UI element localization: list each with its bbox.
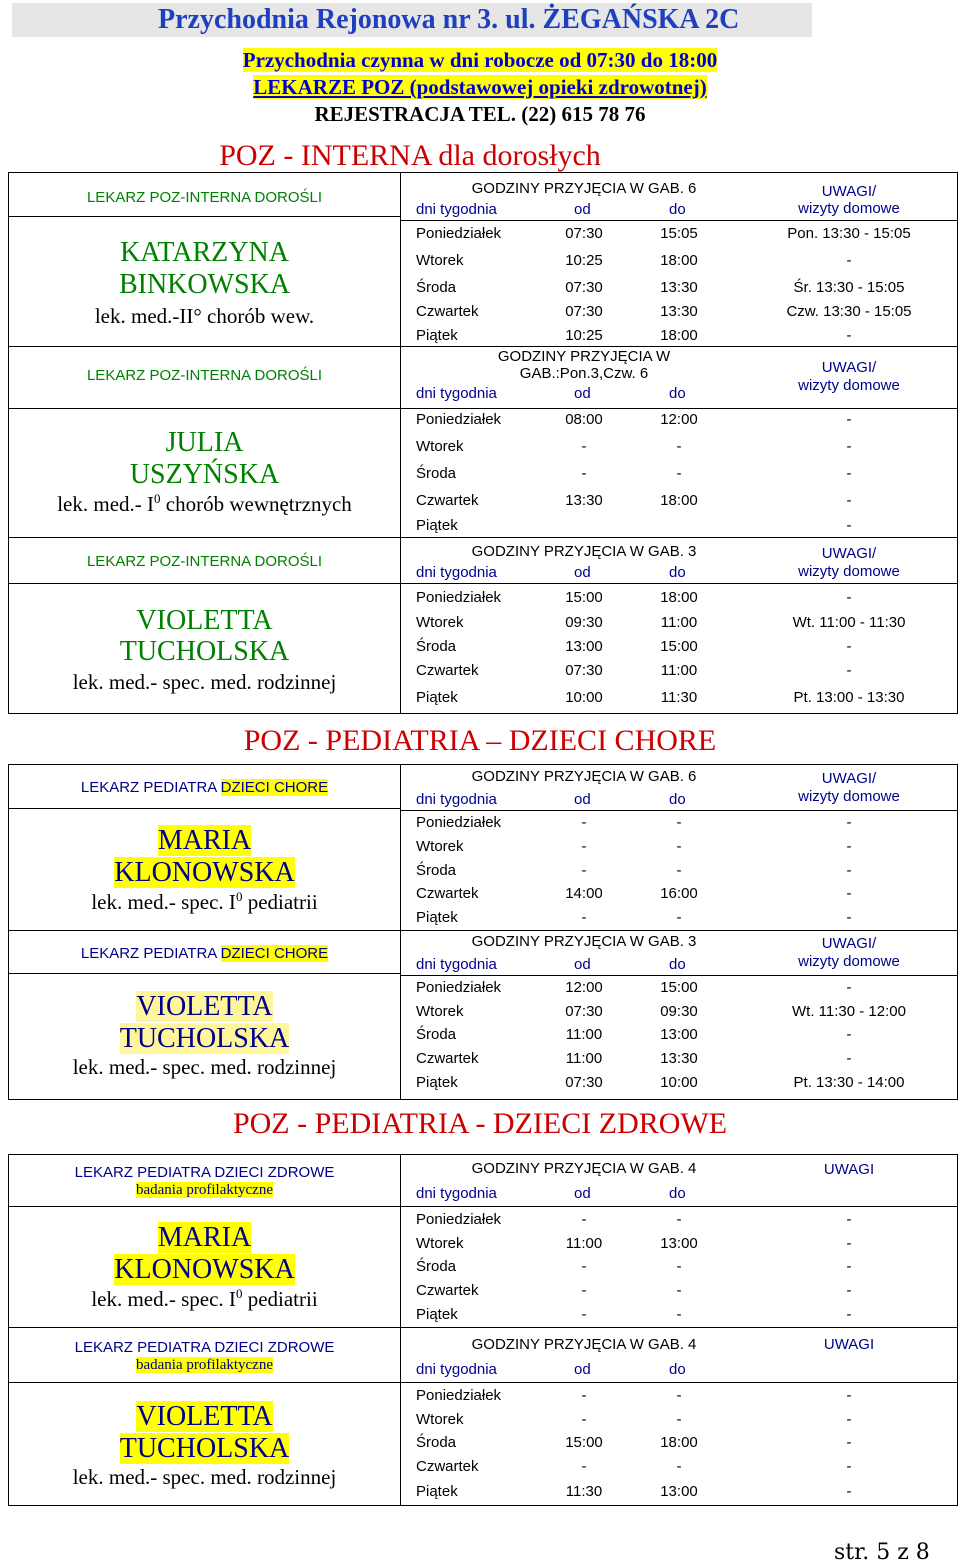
doctor-role-label: LEKARZ PEDIATRA DZIECI ZDROWE — [74, 1164, 335, 1181]
col-wizyty: wizyty domowe — [798, 200, 900, 217]
doctor-first-name: VIOLETTA — [136, 991, 273, 1022]
doctor-first-name: VIOLETTA — [136, 1401, 273, 1432]
col-days: dni tygodnia — [416, 201, 497, 218]
section-pediatria-chore: POZ - PEDIATRIA – DZIECI CHORE — [243, 724, 717, 757]
doctor-role-label: LEKARZ POZ-INTERNA DOROŚLI — [86, 367, 323, 384]
doctor-first-name: MARIA — [157, 825, 252, 856]
doctor-first-name: MARIA — [157, 1222, 252, 1253]
opening-hours: Przychodnia czynna w dni robocze od 07:30 do 18:00 — [242, 48, 718, 72]
clinic-title-bar — [12, 3, 812, 37]
section-interna: POZ - INTERNA dla dorosłych — [219, 139, 601, 172]
doctor-last-name: KLONOWSKA — [114, 857, 295, 888]
col-od: od — [574, 1185, 591, 1202]
gab-header: GODZINY PRZYJĘCIA W GAB. 6 — [471, 180, 697, 197]
col-days: dni tygodnia — [416, 564, 497, 581]
doctor-title: lek. med.- spec. med. rodzinnej — [72, 1055, 337, 1079]
doctor-role-label: LEKARZ PEDIATRA DZIECI CHORE — [80, 945, 329, 962]
badania-label: badania profilaktyczne — [135, 1357, 273, 1373]
gab-header: GODZINY PRZYJĘCIA W GAB. 4 — [471, 1160, 697, 1177]
gab-header: GODZINY PRZYJĘCIA W GAB. 4 — [471, 1336, 697, 1353]
gab-header: GODZINY PRZYJĘCIA W GAB. 6 — [471, 768, 697, 785]
col-days: dni tygodnia — [416, 791, 497, 808]
doctor-title: lek. med.- spec. med. rodzinnej — [72, 670, 337, 694]
col-do: do — [669, 791, 686, 808]
doctor-title: lek. med.- spec. $I^0$ pediatrii — [91, 889, 318, 914]
col-uwagi: UWAGI/ — [821, 545, 877, 562]
doctor-role-label: LEKARZ POZ-INTERNA DOROŚLI — [86, 553, 323, 570]
doctor-role-label: LEKARZ POZ-INTERNA DOROŚLI — [86, 189, 323, 206]
doctor-last-name: BINKOWSKA — [118, 269, 291, 300]
col-do: do — [669, 385, 686, 402]
col-od: od — [574, 791, 591, 808]
col-od: od — [574, 385, 591, 402]
col-od: od — [574, 201, 591, 218]
registration-phone: REJESTRACJA TEL. (22) 615 78 76 — [314, 102, 646, 126]
col-uwagi: UWAGI/ — [821, 770, 877, 787]
col-wizyty: wizyty domowe — [798, 788, 900, 805]
col-days: dni tygodnia — [416, 1361, 497, 1378]
doctor-title: lek. med.- $I^0$ chorób wewnętrznych — [57, 491, 352, 516]
poz-doctors-heading: LEKARZE POZ (podstawowej opieki zdrowotnej) — [253, 75, 707, 99]
col-wizyty: wizyty domowe — [798, 563, 900, 580]
doctor-title: lek. med.- spec. med. rodzinnej — [72, 1465, 337, 1489]
doctor-title: lek. med.- spec. $I^0$ pediatrii — [91, 1286, 318, 1311]
col-uwagi: UWAGI/ — [821, 183, 877, 200]
gab-header: GODZINY PRZYJĘCIA W GAB. 3 — [471, 933, 697, 950]
col-do: do — [669, 201, 686, 218]
doctor-first-name: VIOLETTA — [136, 605, 273, 636]
col-od: od — [574, 956, 591, 973]
clinic-title: Przychodnia Rejonowa nr 3. ul. ŻEGAŃSKA 2C — [158, 4, 740, 35]
col-uwagi: UWAGI — [823, 1161, 875, 1178]
pediatria-zdrowe-block: LEKARZ PEDIATRA DZIECI ZDROWE badania profilaktyczne MARIA KLONOWSKA lek. med.- spec. $I^0$ pediatrii GODZINY PRZYJĘCIA W GAB. 4 dni tygodnia od do UWAGI Poniedziałek - - - Wtorek 11:00 13:00 - Środa - - - Czwartek - - - Piątek - - - LEKARZ PEDIATRA DZIECI ZDROWE badania profilaktyczne VIOLETTA TUCHOLSKA lek. med.- spec. med. rodzinnej GODZINY PRZYJĘCIA W GAB. 4 dni tygodnia od do UWAGI Poniedziałek - - - Wtorek - - - Środa 15:00 18:00 - Czwartek - - - Piątek 11:30 13:00 - — [8, 1154, 958, 1506]
page-number: str. 5 z 8 — [834, 1540, 930, 1565]
col-do: do — [669, 564, 686, 581]
col-wizyty: wizyty domowe — [798, 377, 900, 394]
doctor-role-label: LEKARZ PEDIATRA DZIECI CHORE — [80, 779, 329, 796]
pediatria-chore-block: LEKARZ PEDIATRA DZIECI CHORE MARIA KLONOWSKA lek. med.- spec. $I^0$ pediatrii GODZINY PRZYJĘCIA W GAB. 6 dni tygodnia od do UWAGI/ wizyty domowe Poniedziałek - - - Wtorek - - - Środa - - - Czwartek 14:00 16:00 - Piątek - - - LEKARZ PEDIATRA DZIECI CHORE VIOLETTA TUCHOLSKA lek. med.- spec. med. rodzinnej GODZINY PRZYJĘCIA W GAB. 3 dni tygodnia od do UWAGI/ wizyty domowe Poniedziałek 12:00 15:00 - Wtorek 07:30 09:30 Wt. 11:30 - 12:00 Środa 11:00 13:00 - Czwartek 11:00 13:30 - Piątek 07:30 10:00 Pt. 13:30 - 14:00 — [8, 764, 958, 1100]
col-uwagi: UWAGI/ — [821, 359, 877, 376]
doctor-last-name: TUCHOLSKA — [119, 636, 290, 667]
doctor-first-name: KATARZYNA — [120, 237, 289, 268]
col-uwagi: UWAGI/ — [821, 935, 877, 952]
doctor-last-name: TUCHOLSKA — [119, 1433, 290, 1464]
col-wizyty: wizyty domowe — [798, 953, 900, 970]
col-do: do — [669, 1361, 686, 1378]
col-do: do — [669, 1185, 686, 1202]
col-days: dni tygodnia — [416, 1185, 497, 1202]
col-od: od — [574, 1361, 591, 1378]
gab-header: GODZINY PRZYJĘCIA W GAB.:Pon.3,Czw. 6 — [497, 348, 671, 382]
col-uwagi: UWAGI — [823, 1336, 875, 1353]
section-pediatria-zdrowe: POZ - PEDIATRIA - DZIECI ZDROWE — [232, 1107, 728, 1140]
doctor-last-name: USZYŃSKA — [129, 459, 280, 490]
col-do: do — [669, 956, 686, 973]
doctor-first-name: JULIA — [165, 427, 244, 458]
doctor-role-label: LEKARZ PEDIATRA DZIECI ZDROWE — [74, 1339, 335, 1356]
badania-label: badania profilaktyczne — [135, 1182, 273, 1198]
doctor-title: lek. med.-II° chorób wew. — [94, 304, 315, 328]
col-days: dni tygodnia — [416, 385, 497, 402]
interna-block: LEKARZ POZ-INTERNA DOROŚLI KATARZYNA BINKOWSKA lek. med.-II° chorób wew. GODZINY PRZYJĘCIA W GAB. 6 dni tygodnia od do UWAGI/ wizyty domowe Poniedziałek 07:30 15:05 Pon. 13:30 - 15:05 Wtorek 10:25 18:00 - Środa 07:30 13:30 Śr. 13:30 - 15:05 Czwartek 07:30 13:30 Czw. 13:30 - 15:05 Piątek 10:25 18:00 - LEKARZ POZ-INTERNA DOROŚLI JULIA USZYŃSKA lek. med.- $I^0$ chorób wewnętrznych GODZINY PRZYJĘCIA W GAB.:Pon.3,Czw. 6 dni tygodnia od do UWAGI/ wizyty domowe Poniedziałek 08:00 12:00 - Wtorek - - - Środa - - - Czwartek 13:30 18:00 - Piątek - LEKARZ POZ-INTERNA DOROŚLI VIOLETTA TUCHOLSKA lek. med.- spec. med. rodzinnej GODZINY PRZYJĘCIA W GAB. 3 dni tygodnia od do UWAGI/ wizyty domowe Poniedziałek 15:00 18:00 - Wtorek 09:30 11:00 Wt. 11:00 - 11:30 Środa 13:00 15:00 - Czwartek 07:30 11:00 - Piątek 10:00 11:30 Pt. 13:00 - 13:30 — [8, 172, 958, 714]
doctor-last-name: KLONOWSKA — [114, 1254, 295, 1285]
col-od: od — [574, 564, 591, 581]
col-days: dni tygodnia — [416, 956, 497, 973]
gab-header: GODZINY PRZYJĘCIA W GAB. 3 — [471, 543, 697, 560]
doctor-last-name: TUCHOLSKA — [119, 1023, 290, 1054]
